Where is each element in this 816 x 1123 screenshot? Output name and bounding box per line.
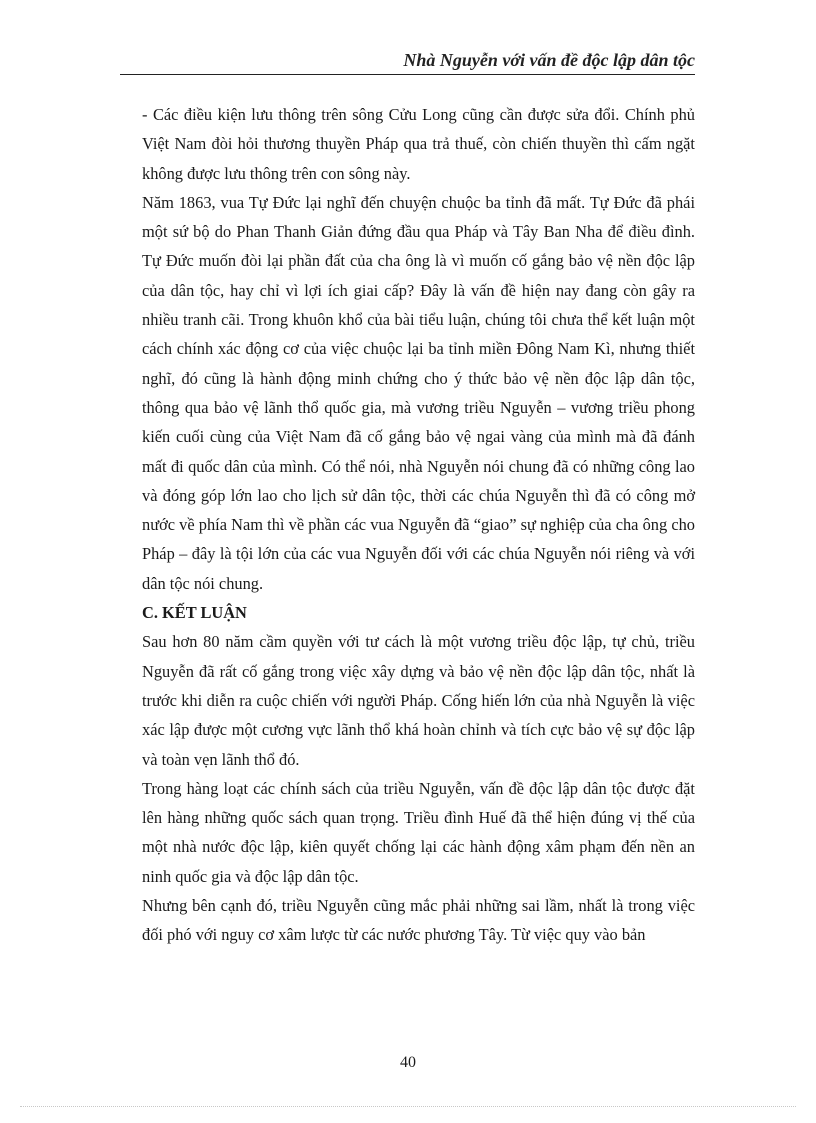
running-header: Nhà Nguyễn với vấn đề độc lập dân tộc [120, 48, 695, 75]
body-paragraph: Nhưng bên cạnh đó, triều Nguyễn cũng mắc phải những sai lầm, nhất là trong việc đối phó với nguy cơ xâm lược từ các nước phương Tây. Từ việc quy vào bản [142, 896, 695, 945]
body-paragraph: Sau hơn 80 năm cầm quyền với tư cách là một vương triều độc lập, tự chủ, triều Nguyễn đã rất cố gắng trong việc xây dựng và bảo vệ nền độc lập dân tộc, nhất là trước khi diễn ra cuộc chiến với người Pháp. Cống hiến lớn của nhà Nguyễn là việc xác lập được một cương vực lãnh thổ khá hoàn chỉnh và tích cực bảo vệ sự độc lập và toàn vẹn lãnh thổ đó. [142, 632, 695, 769]
page-number: 40 [400, 1054, 416, 1071]
section-heading: C. KẾT LUẬN [142, 603, 247, 623]
body-paragraph: Năm 1863, vua Tự Đức lại nghĩ đến chuyện chuộc ba tỉnh đã mất. Tự Đức đã phái một sứ bộ do Phan Thanh Giản đứng đầu qua Pháp và Tây Ban Nha để điều đình. Tự Đức muốn đòi lại phần đất của cha ông là vì muốn cố gắng bảo vệ nền độc lập của dân tộc, hay chỉ vì lợi ích giai cấp? Đây là vấn đề hiện nay đang còn gây ra nhiều tranh cãi. Trong khuôn khổ của bài tiểu luận, chúng tôi chưa thể kết luận một cách chính xác động cơ của việc chuộc lại ba tỉnh miền Đông Nam Kì, nhưng thiết nghĩ, đó cũng là hành động minh chứng cho ý thức bảo vệ nền độc lập dân tộc, thông qua bảo vệ lãnh thổ quốc gia, mà vương triều Nguyễn – vương triều phong kiến cuối cùng của Việt Nam đã cố gắng bảo vệ ngai vàng của mình mà đã đánh mất đi quốc dân của mình. Có thể nói, nhà Nguyễn nói chung đã có những công lao và đóng góp lớn lao cho lịch sử dân tộc, thời các chúa Nguyễn thì đã có công mở nước về phía Nam thì về phần các vua Nguyễn đã “giao” sự nghiệp của cha ông cho Pháp – đây là tội lớn của các vua Nguyễn đối với các chúa Nguyễn nói riêng và với dân tộc nói chung. [142, 192, 695, 593]
page-boundary-divider [20, 1106, 796, 1107]
body-paragraph: - Các điều kiện lưu thông trên sông Cửu Long cũng cần được sửa đổi. Chính phủ Việt Nam đòi hỏi thương thuyền Pháp qua trả thuế, còn chiến thuyền thì cấm ngặt không được lưu thông trên con sông này. [142, 105, 695, 183]
body-paragraph: Trong hàng loạt các chính sách của triều Nguyễn, vấn đề độc lập dân tộc được đặt lên hàng những quốc sách quan trọng. Triều đình Huế đã thể hiện đúng vị thế của một nhà nước độc lập, kiên quyết chống lại các hành động xâm phạm đến nền an ninh quốc gia và độc lập dân tộc. [142, 778, 695, 886]
page-body [142, 100, 695, 950]
